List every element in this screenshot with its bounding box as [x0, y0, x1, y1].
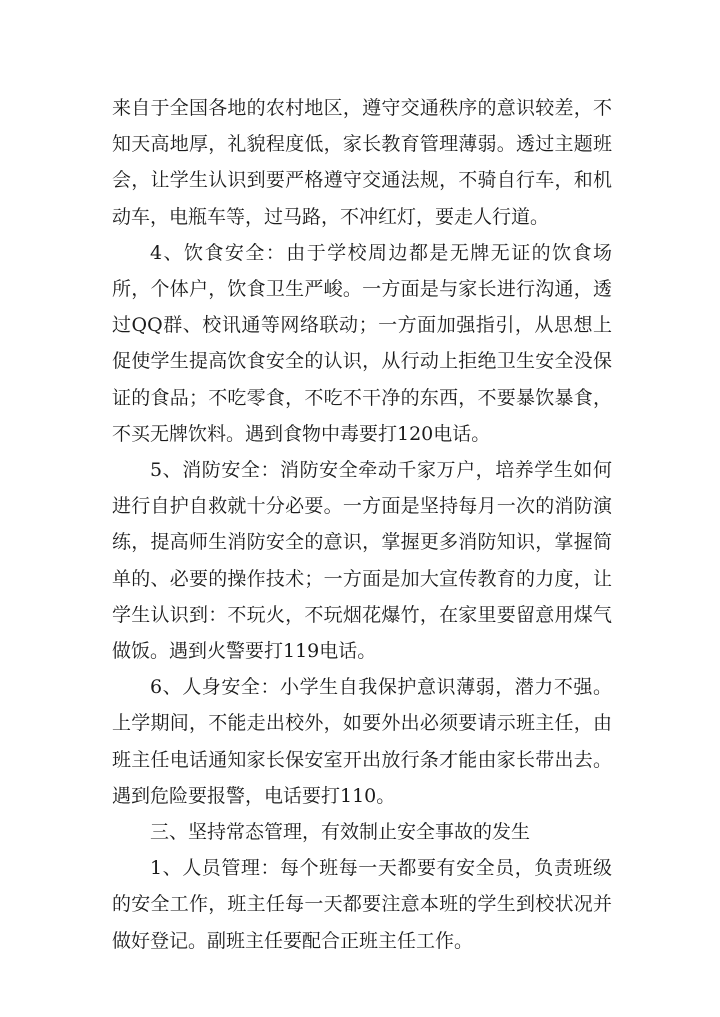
paragraph-personal-safety: 6、人身安全：小学生自我保护意识薄弱，潜力不强。上学期间，不能走出校外，如要外出必须要请示班主任，由班主任电话通知家长保安室开出放行条才能由家长带出去。遇到危险要报警，电话要打110。 [112, 676, 612, 807]
paragraph-fire-safety: 5、消防安全：消防安全牵动千家万户，培养学生如何进行自护自救就十分必要。一方面是坚持每月一次的消防演练，提高师生消防安全的意识，掌握更多消防知识，掌握简单的、必要的操作技术；一方面是加大宣传教育的力度，让学生认识到：不玩火，不玩烟花爆竹，在家里要留意用煤气做饭。遇到火警要打119电话。 [112, 459, 612, 663]
paragraph-food-safety: 4、饮食安全：由于学校周边都是无牌无证的饮食场所，个体户，饮食卫生严峻。一方面是与家长进行沟通，透过QQ群、校讯通等网络联动；一方面加强指引，从思想上促使学生提高饮食安全的认识，从行动上拒绝卫生安全没保证的食品；不吃零食，不吃不干净的东西，不要暴饮暴食，不买无牌饮料。遇到食物中毒要打120电话。 [112, 241, 612, 445]
paragraph-personnel-management: 1、人员管理：每个班每一天都要有安全员，负责班级的安全工作，班主任每一天都要注意本班的学生到校状况并做好登记。副班主任要配合正班主任工作。 [112, 857, 612, 952]
document-page [112, 90, 612, 959]
paragraph-traffic-continued: 来自于全国各地的农村地区，遵守交通秩序的意识较差，不知天高地厚，礼貌程度低，家长教育管理薄弱。透过主题班会，让学生认识到要严格遵守交通法规，不骑自行车，和机动车，电瓶车等，过马路，不冲红灯，要走人行道。 [112, 97, 612, 228]
section-heading-routine-management: 三、坚持常态管理，有效制止安全事故的发生 [150, 821, 531, 844]
